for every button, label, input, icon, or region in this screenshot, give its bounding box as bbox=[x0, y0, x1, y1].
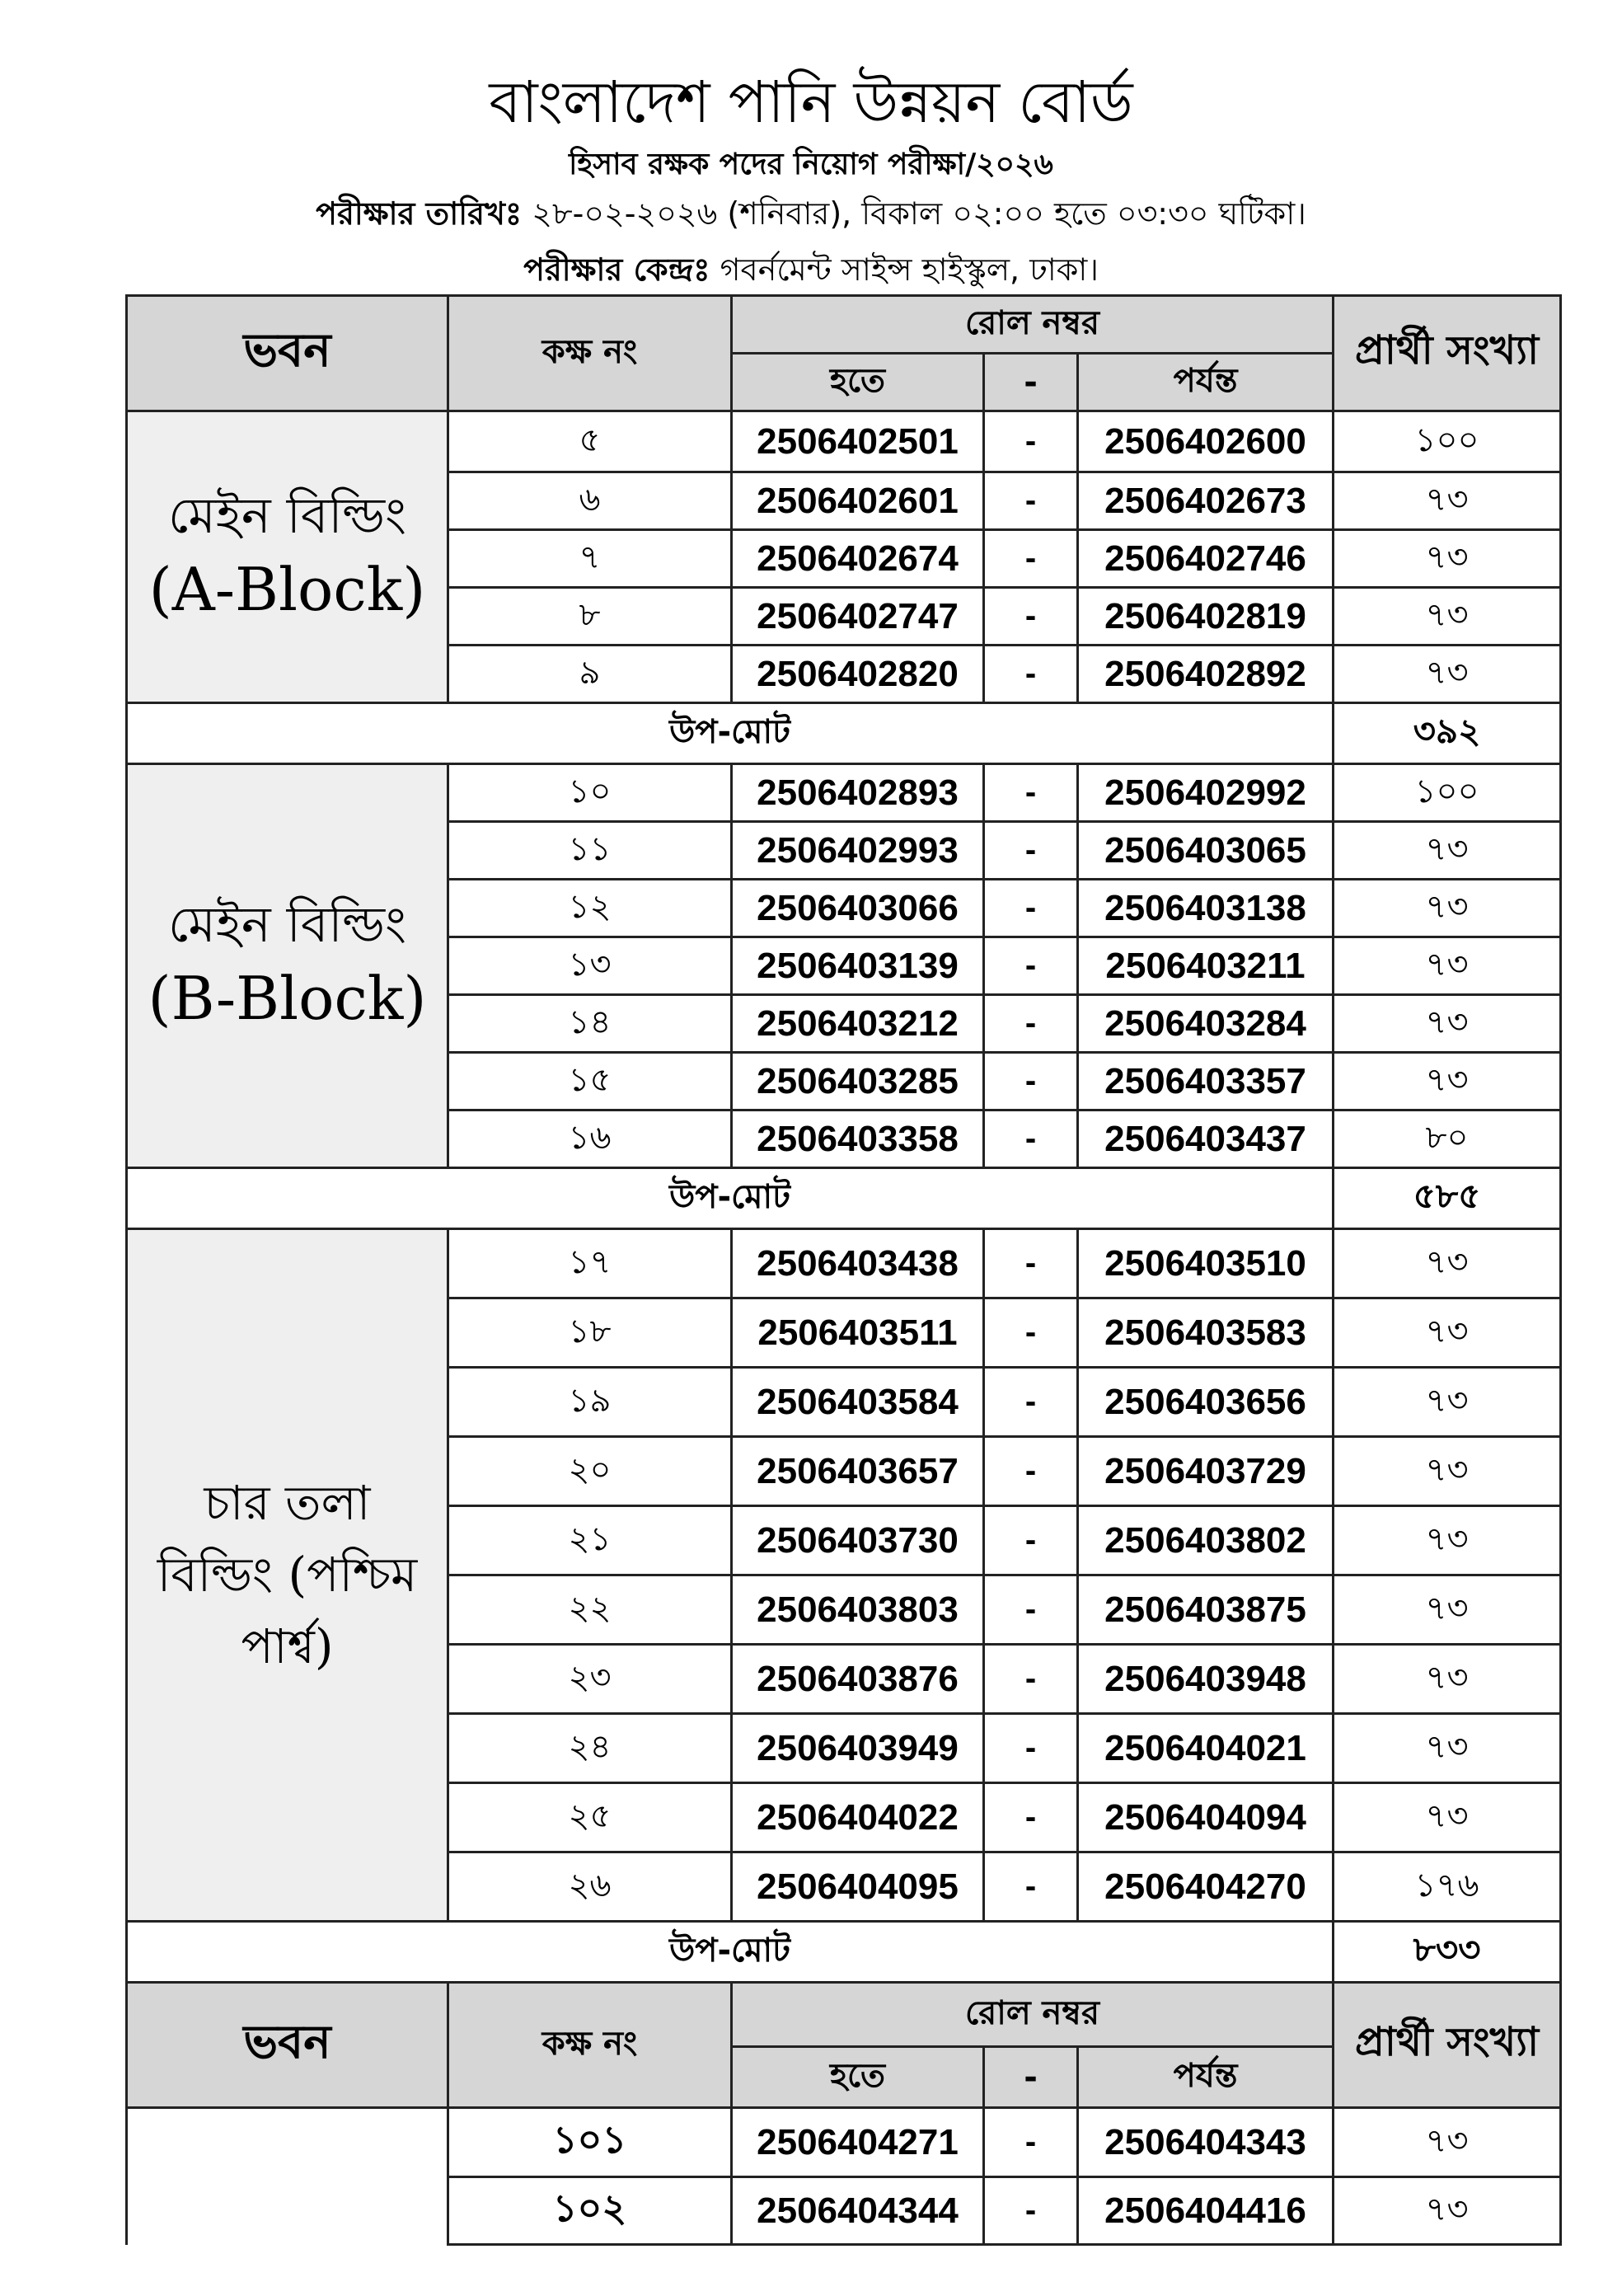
room-cell: ২৫ bbox=[448, 1783, 732, 1852]
col-header-from: হতে bbox=[732, 354, 984, 411]
count-cell: ৭৩ bbox=[1334, 1783, 1561, 1852]
room-cell: ৯ bbox=[448, 646, 732, 703]
building-cell bbox=[127, 1229, 448, 1922]
room-cell: ২১ bbox=[448, 1506, 732, 1575]
subtotal-label: উপ-মোট bbox=[127, 1922, 1334, 1983]
dash-cell: - bbox=[984, 588, 1078, 646]
table-row bbox=[127, 411, 1561, 472]
dash-cell: - bbox=[984, 764, 1078, 822]
roll-to-cell: 2506403357 bbox=[1078, 1053, 1334, 1110]
seat-plan-table bbox=[125, 294, 1562, 2246]
roll-to-cell: 2506403065 bbox=[1078, 822, 1334, 880]
subtotal-value: ৩৯২ bbox=[1334, 703, 1561, 764]
roll-from-cell: 2506403657 bbox=[732, 1437, 984, 1506]
room-cell: ১২ bbox=[448, 880, 732, 937]
col-header-building: ভবন bbox=[127, 1983, 448, 2108]
dash-cell: - bbox=[984, 1645, 1078, 1714]
roll-to-cell: 2506403656 bbox=[1078, 1368, 1334, 1437]
roll-to-cell: 2506404270 bbox=[1078, 1852, 1334, 1922]
col-header-to: পর্যন্ত bbox=[1078, 2047, 1334, 2108]
dash-cell: - bbox=[984, 1053, 1078, 1110]
roll-from-cell: 2506403438 bbox=[732, 1229, 984, 1298]
roll-to-cell: 2506403729 bbox=[1078, 1437, 1334, 1506]
room-cell: ১৩ bbox=[448, 937, 732, 995]
room-cell: ১০ bbox=[448, 764, 732, 822]
dash-cell: - bbox=[984, 1437, 1078, 1506]
dash-cell: - bbox=[984, 822, 1078, 880]
roll-to-cell: 2506403875 bbox=[1078, 1575, 1334, 1645]
roll-from-cell: 2506404022 bbox=[732, 1783, 984, 1852]
roll-from-cell: 2506402893 bbox=[732, 764, 984, 822]
count-cell: ৭৩ bbox=[1334, 646, 1561, 703]
room-cell: ১৭ bbox=[448, 1229, 732, 1298]
dash-cell: - bbox=[984, 2177, 1078, 2245]
room-cell: ১৫ bbox=[448, 1053, 732, 1110]
count-cell: ৭৩ bbox=[1334, 880, 1561, 937]
count-cell: ৭৩ bbox=[1334, 995, 1561, 1053]
room-cell: ১১ bbox=[448, 822, 732, 880]
count-cell: ১৭৬ bbox=[1334, 1852, 1561, 1922]
building-name-line: বিল্ডিং (পশ্চিম bbox=[157, 1547, 418, 1603]
roll-to-cell: 2506403437 bbox=[1078, 1110, 1334, 1168]
col-header-dash: - bbox=[984, 354, 1078, 411]
col-header-count: প্রার্থী সংখ্যা bbox=[1334, 296, 1561, 411]
room-cell: ৬ bbox=[448, 472, 732, 530]
count-cell: ১০০ bbox=[1334, 411, 1561, 472]
room-cell: ৫ bbox=[448, 411, 732, 472]
table-header-row bbox=[127, 296, 1561, 354]
room-cell: ১০২ bbox=[448, 2177, 732, 2245]
roll-from-cell: 2506403803 bbox=[732, 1575, 984, 1645]
roll-from-cell: 2506403730 bbox=[732, 1506, 984, 1575]
col-header-from: হতে bbox=[732, 2047, 984, 2108]
building-block-line: (B-Block) bbox=[148, 964, 427, 1034]
dash-cell: - bbox=[984, 995, 1078, 1053]
dash-cell: - bbox=[984, 472, 1078, 530]
count-cell: ৭৩ bbox=[1334, 530, 1561, 588]
col-header-count: প্রার্থী সংখ্যা bbox=[1334, 1983, 1561, 2108]
roll-to-cell: 2506402746 bbox=[1078, 530, 1334, 588]
dash-cell: - bbox=[984, 937, 1078, 995]
roll-to-cell: 2506403138 bbox=[1078, 880, 1334, 937]
dash-cell: - bbox=[984, 1229, 1078, 1298]
room-cell: ৭ bbox=[448, 530, 732, 588]
dash-cell: - bbox=[984, 411, 1078, 472]
roll-from-cell: 2506404095 bbox=[732, 1852, 984, 1922]
count-cell: ৭৩ bbox=[1334, 937, 1561, 995]
roll-from-cell: 2506403139 bbox=[732, 937, 984, 995]
roll-from-cell: 2506402674 bbox=[732, 530, 984, 588]
roll-to-cell: 2506402992 bbox=[1078, 764, 1334, 822]
roll-to-cell: 2506402600 bbox=[1078, 411, 1334, 472]
count-cell: ৭৩ bbox=[1334, 1229, 1561, 1298]
dash-cell: - bbox=[984, 2108, 1078, 2177]
roll-to-cell: 2506402819 bbox=[1078, 588, 1334, 646]
count-cell: ৭৩ bbox=[1334, 2108, 1561, 2177]
dash-cell: - bbox=[984, 1368, 1078, 1437]
count-cell: ৭৩ bbox=[1334, 472, 1561, 530]
building-block-line: (A-Block) bbox=[148, 555, 426, 625]
col-header-to: পর্যন্ত bbox=[1078, 354, 1334, 411]
room-cell: ১৮ bbox=[448, 1298, 732, 1368]
building-name-line: পার্শ্ব) bbox=[241, 1618, 334, 1674]
roll-from-cell: 2506402993 bbox=[732, 822, 984, 880]
roll-to-cell: 2506403583 bbox=[1078, 1298, 1334, 1368]
dash-cell: - bbox=[984, 1783, 1078, 1852]
subtotal-row bbox=[127, 1168, 1561, 1229]
table-row bbox=[127, 2108, 1561, 2177]
roll-to-cell: 2506404021 bbox=[1078, 1714, 1334, 1783]
dash-cell: - bbox=[984, 1506, 1078, 1575]
building-name-line: মেইন বিল্ডিং bbox=[168, 896, 406, 955]
room-cell: ১৯ bbox=[448, 1368, 732, 1437]
roll-to-cell: 2506402892 bbox=[1078, 646, 1334, 703]
roll-from-cell: 2506403876 bbox=[732, 1645, 984, 1714]
subtotal-value: ৫৮৫ bbox=[1334, 1168, 1561, 1229]
room-cell: ১৬ bbox=[448, 1110, 732, 1168]
roll-from-cell: 2506403066 bbox=[732, 880, 984, 937]
roll-to-cell: 2506403802 bbox=[1078, 1506, 1334, 1575]
roll-to-cell: 2506403211 bbox=[1078, 937, 1334, 995]
room-cell: ২৩ bbox=[448, 1645, 732, 1714]
dash-cell: - bbox=[984, 530, 1078, 588]
roll-from-cell: 2506403511 bbox=[732, 1298, 984, 1368]
exam-center-value: গবর্নমেন্ট সাইন্স হাইস্কুল, ঢাকা। bbox=[710, 251, 1099, 288]
roll-from-cell: 2506402820 bbox=[732, 646, 984, 703]
exam-center-label: পরীক্ষার কেন্দ্রঃ bbox=[523, 251, 710, 288]
subtotal-label: উপ-মোট bbox=[127, 703, 1334, 764]
count-cell: ১০০ bbox=[1334, 764, 1561, 822]
exam-subtitle: হিসাব রক্ষক পদের নিয়োগ পরীক্ষা/২০২৬ bbox=[569, 148, 1053, 181]
dash-cell: - bbox=[984, 1575, 1078, 1645]
roll-from-cell: 2506403358 bbox=[732, 1110, 984, 1168]
exam-date-label: পরীক্ষার তারিখঃ bbox=[316, 195, 523, 232]
dash-cell: - bbox=[984, 880, 1078, 937]
dash-cell: - bbox=[984, 1298, 1078, 1368]
roll-from-cell: 2506404271 bbox=[732, 2108, 984, 2177]
roll-to-cell: 2506403948 bbox=[1078, 1645, 1334, 1714]
building-cell bbox=[127, 411, 448, 703]
roll-from-cell: 2506404344 bbox=[732, 2177, 984, 2245]
count-cell: ৭৩ bbox=[1334, 822, 1561, 880]
room-cell: ২২ bbox=[448, 1575, 732, 1645]
roll-from-cell: 2506403285 bbox=[732, 1053, 984, 1110]
col-header-roll: রোল নম্বর bbox=[732, 296, 1334, 354]
count-cell: ৭৩ bbox=[1334, 1714, 1561, 1783]
roll-from-cell: 2506402501 bbox=[732, 411, 984, 472]
roll-to-cell: 2506403510 bbox=[1078, 1229, 1334, 1298]
count-cell: ৮০ bbox=[1334, 1110, 1561, 1168]
col-header-dash: - bbox=[984, 2047, 1078, 2108]
dash-cell: - bbox=[984, 1110, 1078, 1168]
room-cell: ১০১ bbox=[448, 2108, 732, 2177]
exam-date-line bbox=[0, 190, 1622, 242]
roll-from-cell: 2506402601 bbox=[732, 472, 984, 530]
room-cell: ২৪ bbox=[448, 1714, 732, 1783]
count-cell: ৭৩ bbox=[1334, 1368, 1561, 1437]
building-cell bbox=[127, 764, 448, 1168]
roll-to-cell: 2506404094 bbox=[1078, 1783, 1334, 1852]
roll-to-cell: 2506403284 bbox=[1078, 995, 1334, 1053]
table-header-row bbox=[127, 1983, 1561, 2047]
dash-cell: - bbox=[984, 1714, 1078, 1783]
building-name-line: মেইন বিল্ডিং bbox=[168, 487, 406, 546]
count-cell: ৭৩ bbox=[1334, 1645, 1561, 1714]
col-header-roll: রোল নম্বর bbox=[732, 1983, 1334, 2047]
subtotal-value: ৮৩৩ bbox=[1334, 1922, 1561, 1983]
room-cell: ২৬ bbox=[448, 1852, 732, 1922]
count-cell: ৭৩ bbox=[1334, 588, 1561, 646]
exam-center-line bbox=[0, 246, 1622, 298]
col-header-building: ভবন bbox=[127, 296, 448, 411]
subtotal-row bbox=[127, 703, 1561, 764]
room-cell: ৮ bbox=[448, 588, 732, 646]
count-cell: ৭৩ bbox=[1334, 1053, 1561, 1110]
building-name-line: চার তলা bbox=[204, 1475, 371, 1531]
exam-date-value: ২৮-০২-২০২৬ (শনিবার), বিকাল ০২:০০ হতে ০৩:৩০ ঘটিকা। bbox=[522, 195, 1306, 232]
table-row bbox=[127, 1229, 1561, 1298]
building-cell bbox=[127, 2108, 448, 2245]
count-cell: ৭৩ bbox=[1334, 1437, 1561, 1506]
subtotal-label: উপ-মোট bbox=[127, 1168, 1334, 1229]
count-cell: ৭৩ bbox=[1334, 1575, 1561, 1645]
roll-from-cell: 2506402747 bbox=[732, 588, 984, 646]
room-cell: ১৪ bbox=[448, 995, 732, 1053]
roll-from-cell: 2506403584 bbox=[732, 1368, 984, 1437]
dash-cell: - bbox=[984, 646, 1078, 703]
col-header-room: কক্ষ নং bbox=[448, 296, 732, 411]
dash-cell: - bbox=[984, 1852, 1078, 1922]
count-cell: ৭৩ bbox=[1334, 1506, 1561, 1575]
roll-to-cell: 2506404343 bbox=[1078, 2108, 1334, 2177]
roll-from-cell: 2506403212 bbox=[732, 995, 984, 1053]
room-cell: ২০ bbox=[448, 1437, 732, 1506]
roll-from-cell: 2506403949 bbox=[732, 1714, 984, 1783]
roll-to-cell: 2506402673 bbox=[1078, 472, 1334, 530]
document-title: বাংলাদেশ পানি উন্নয়ন বোর্ড bbox=[489, 68, 1133, 136]
col-header-room: কক্ষ নং bbox=[448, 1983, 732, 2108]
roll-to-cell: 2506404416 bbox=[1078, 2177, 1334, 2245]
count-cell: ৭৩ bbox=[1334, 2177, 1561, 2245]
count-cell: ৭৩ bbox=[1334, 1298, 1561, 1368]
subtotal-row bbox=[127, 1922, 1561, 1983]
table-row bbox=[127, 764, 1561, 822]
